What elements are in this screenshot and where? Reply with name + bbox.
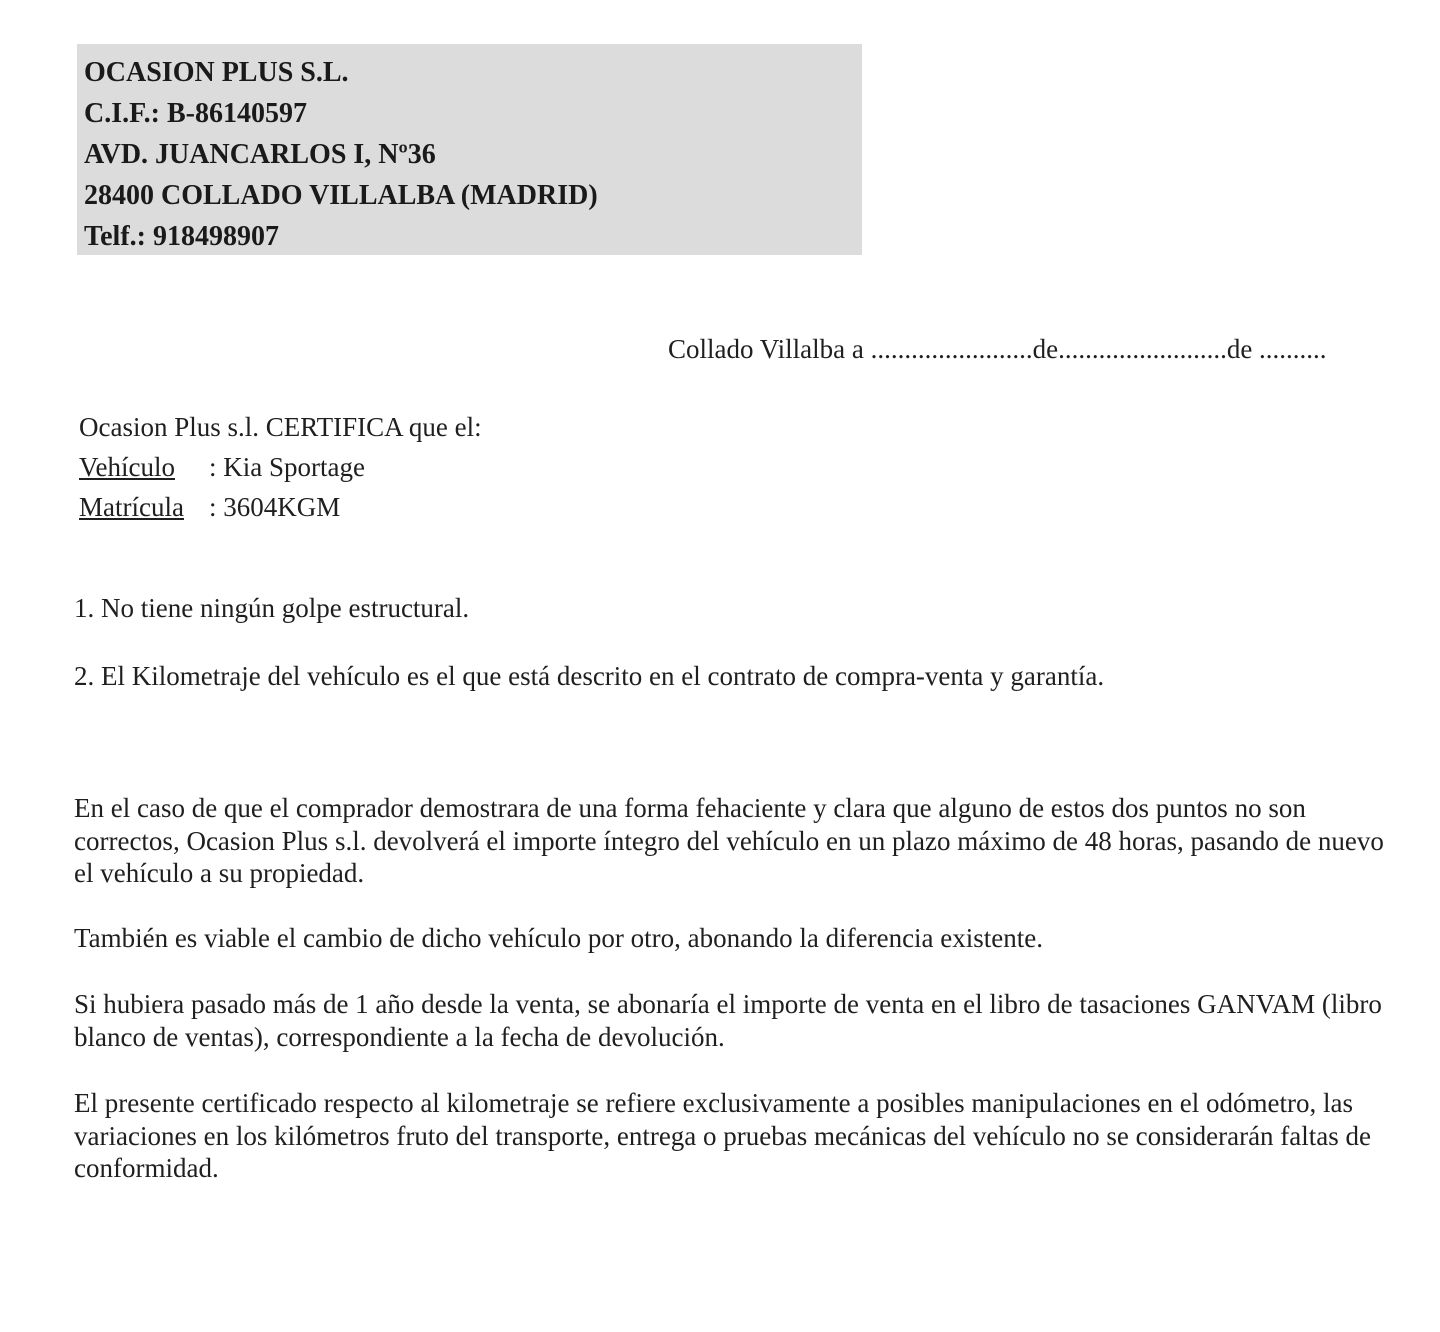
plate-label: Matrícula <box>79 492 184 522</box>
point-structural: 1. No tiene ningún golpe estructural. <box>74 593 470 623</box>
vehicle-value: : Kia Sportage <box>209 452 365 482</box>
company-city: 28400 COLLADO VILLALBA (MADRID) <box>84 180 598 211</box>
vehicle-label: Vehículo <box>79 452 175 482</box>
paragraph-exchange: También es viable el cambio de dicho vehículo por otro, abonando la diferencia existente. <box>74 923 1044 953</box>
company-header <box>77 44 862 255</box>
plate-row <box>79 487 482 527</box>
paragraph-refund: En el caso de que el comprador demostrara de una forma fehaciente y clara que alguno de estos dos puntos no son correctos, Ocasion Plus s.l. devolverá el importe íntegro del vehículo en un plazo máximo de 48 horas, pasando de nuevo el vehículo a su propiedad. <box>74 793 1384 888</box>
plate-value: : 3604KGM <box>209 492 341 522</box>
certificate-block <box>79 407 482 527</box>
vehicle-row <box>79 447 482 487</box>
paragraph-ganvam: Si hubiera pasado más de 1 año desde la venta, se abonaría el importe de venta en el libro de tasaciones GANVAM (libro blanco de ventas), correspondiente a la fecha de devolución. <box>74 989 1382 1052</box>
paragraph-odometer: El presente certificado respecto al kilometraje se refiere exclusivamente a posibles manipulaciones en el odómetro, las variaciones en los kilómetros fruto del transporte, entrega o pruebas mecánicas del vehículo no se considerarán faltas de conformidad. <box>74 1088 1372 1183</box>
certificate-intro: Ocasion Plus s.l. CERTIFICA que el: <box>79 412 482 442</box>
company-address: AVD. JUANCARLOS I, Nº36 <box>84 139 436 170</box>
point-mileage: 2. El Kilometraje del vehículo es el que está descrito en el contrato de compra-venta y garantía. <box>74 661 1105 691</box>
date-line: Collado Villalba a ........................de.........................de .......... <box>668 334 1327 364</box>
company-name: OCASION PLUS S.L. <box>84 57 349 88</box>
certified-points <box>74 589 1104 695</box>
company-cif: C.I.F.: B-86140597 <box>84 98 307 129</box>
company-phone: Telf.: 918498907 <box>84 221 279 252</box>
